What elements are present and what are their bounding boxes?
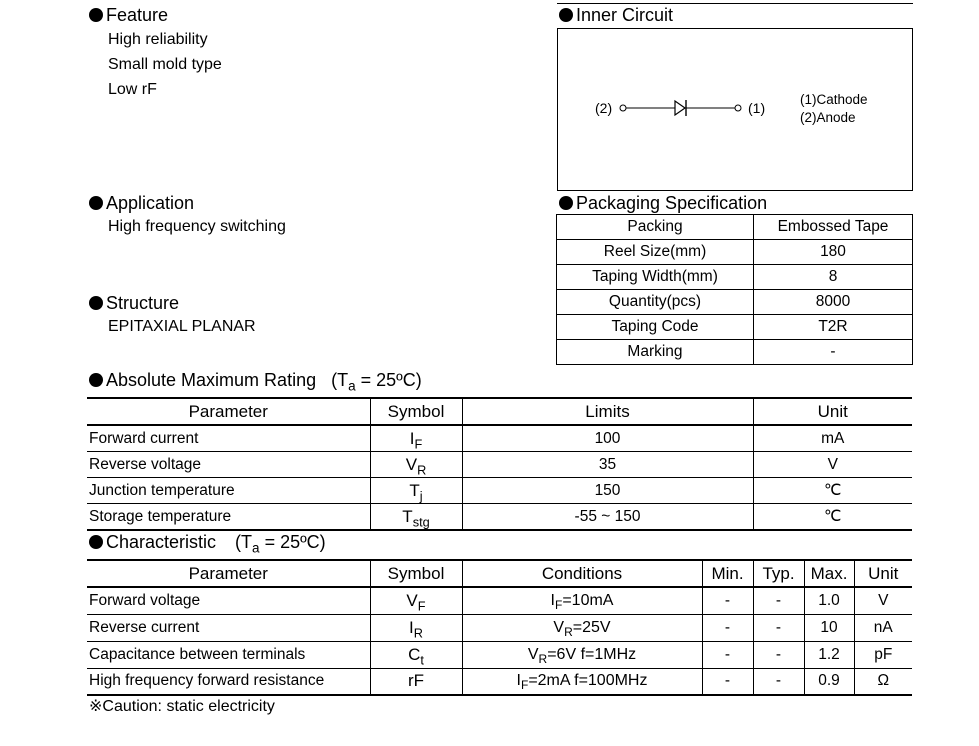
unit-cell: ℃ (753, 504, 912, 531)
table-row (557, 240, 913, 265)
unit-cell: pF (854, 641, 912, 668)
column-header: Limits (462, 398, 753, 425)
bullet-icon (559, 196, 573, 210)
max-cell: 1.0 (804, 587, 854, 614)
table-row (557, 340, 913, 365)
table-row (557, 215, 913, 240)
table-row (87, 425, 912, 452)
unit-cell: nA (854, 614, 912, 641)
table-row (87, 614, 912, 641)
packaging-label: Reel Size(mm) (557, 240, 754, 265)
min-cell: - (702, 587, 753, 614)
packaging-label: Quantity(pcs) (557, 290, 754, 315)
packaging-label: Taping Code (557, 315, 754, 340)
value-cell: -55 ~ 150 (462, 504, 753, 531)
column-header: Min. (702, 560, 753, 587)
pin-label-cathode: (1) (748, 100, 766, 116)
max-cell: 0.9 (804, 668, 854, 695)
symbol-cell: rF (370, 668, 462, 695)
param-cell: Reverse current (87, 614, 370, 641)
conditions-cell: $I_F=10mA$ (462, 587, 702, 614)
structure-item: EPITAXIAL PLANAR (108, 318, 256, 335)
column-header: Conditions (462, 560, 702, 587)
param-cell: Capacitance between terminals (87, 641, 370, 668)
abs-max-table (87, 397, 912, 531)
symbol-cell: $T_{stg}$ (370, 504, 462, 531)
diode-symbol-icon (618, 97, 748, 119)
param-cell: Storage temperature (87, 504, 370, 531)
typ-cell: - (753, 668, 804, 695)
table-row (557, 265, 913, 290)
value-cell: 35 (462, 452, 753, 478)
max-cell: 1.2 (804, 641, 854, 668)
bullet-icon (89, 535, 103, 549)
unit-cell: V (854, 587, 912, 614)
feature-item: Small mold type (108, 56, 222, 73)
top-border-line (557, 0, 913, 4)
min-cell: - (702, 614, 753, 641)
typ-cell: - (753, 641, 804, 668)
symbol-cell: $I_F$ (370, 425, 462, 452)
min-cell: - (702, 641, 753, 668)
unit-cell: ℃ (753, 478, 912, 504)
packaging-value: 180 (754, 240, 913, 265)
column-header: Parameter (87, 398, 370, 425)
inner-circuit-heading: Inner Circuit (559, 5, 673, 26)
feature-item: High reliability (108, 31, 208, 48)
typ-cell: - (753, 614, 804, 641)
abs-max-condition: ($T_a$ = 25ºC) (331, 370, 422, 394)
bullet-icon (89, 373, 103, 387)
characteristic-heading: Characteristic ($T_a$ = 25ºC) (89, 532, 326, 553)
pin-legend (800, 91, 868, 127)
table-row (557, 315, 913, 340)
param-cell: Reverse voltage (87, 452, 370, 478)
characteristic-condition: ($T_a$ = 25ºC) (235, 532, 326, 556)
table-row (557, 290, 913, 315)
unit-cell: Ω (854, 668, 912, 695)
column-header: Symbol (370, 560, 462, 587)
symbol-cell: $V_F$ (370, 587, 462, 614)
bullet-icon (559, 8, 573, 22)
table-row (87, 478, 912, 504)
application-item: High frequency switching (108, 218, 286, 235)
feature-heading: Feature (89, 5, 168, 26)
column-header: Symbol (370, 398, 462, 425)
conditions-cell: $V_R=25V$ (462, 614, 702, 641)
column-header: Max. (804, 560, 854, 587)
symbol-cell: $T_j$ (370, 478, 462, 504)
unit-cell: V (753, 452, 912, 478)
feature-item: Low rF (108, 81, 157, 98)
pin-label-anode: (2) (595, 100, 613, 116)
packaging-value: Embossed Tape (754, 215, 913, 240)
param-cell: Junction temperature (87, 478, 370, 504)
table-row (87, 641, 912, 668)
value-cell: 150 (462, 478, 753, 504)
packaging-table (556, 214, 913, 365)
packaging-value: T2R (754, 315, 913, 340)
symbol-cell: $V_R$ (370, 452, 462, 478)
typ-cell: - (753, 587, 804, 614)
param-cell: Forward current (87, 425, 370, 452)
packaging-label: Taping Width(mm) (557, 265, 754, 290)
abs-max-heading: Absolute Maximum Rating ($T_a$ = 25ºC) (89, 370, 422, 391)
min-cell: - (702, 668, 753, 695)
packaging-value: 8000 (754, 290, 913, 315)
max-cell: 10 (804, 614, 854, 641)
table-row (87, 504, 912, 531)
pin-legend-anode: (2)Anode (800, 110, 856, 125)
symbol-cell: $I_R$ (370, 614, 462, 641)
value-cell: 100 (462, 425, 753, 452)
table-row (87, 668, 912, 695)
conditions-cell: $I_F=2mA$ f=100MHz (462, 668, 702, 695)
caution-note: ※Caution: static electricity (89, 698, 275, 715)
pin-legend-cathode: (1)Cathode (800, 92, 868, 107)
table-header-row (87, 560, 912, 587)
bullet-icon (89, 8, 103, 22)
packaging-value: 8 (754, 265, 913, 290)
column-header: Unit (854, 560, 912, 587)
column-header: Parameter (87, 560, 370, 587)
bullet-icon (89, 196, 103, 210)
inner-circuit-box (557, 28, 913, 191)
column-header: Unit (753, 398, 912, 425)
bullet-icon (89, 296, 103, 310)
packaging-label: Marking (557, 340, 754, 365)
conditions-cell: $V_R=6V$ f=1MHz (462, 641, 702, 668)
symbol-cell: $C_t$ (370, 641, 462, 668)
column-header: Typ. (753, 560, 804, 587)
structure-heading: Structure (89, 293, 179, 314)
param-cell: High frequency forward resistance (87, 668, 370, 695)
packaging-value: - (754, 340, 913, 365)
packaging-heading: Packaging Specification (559, 193, 767, 214)
table-row (87, 452, 912, 478)
packaging-label: Packing (557, 215, 754, 240)
table-row (87, 587, 912, 614)
application-heading: Application (89, 193, 194, 214)
table-header-row (87, 398, 912, 425)
characteristic-table (87, 559, 912, 696)
param-cell: Forward voltage (87, 587, 370, 614)
unit-cell: mA (753, 425, 912, 452)
